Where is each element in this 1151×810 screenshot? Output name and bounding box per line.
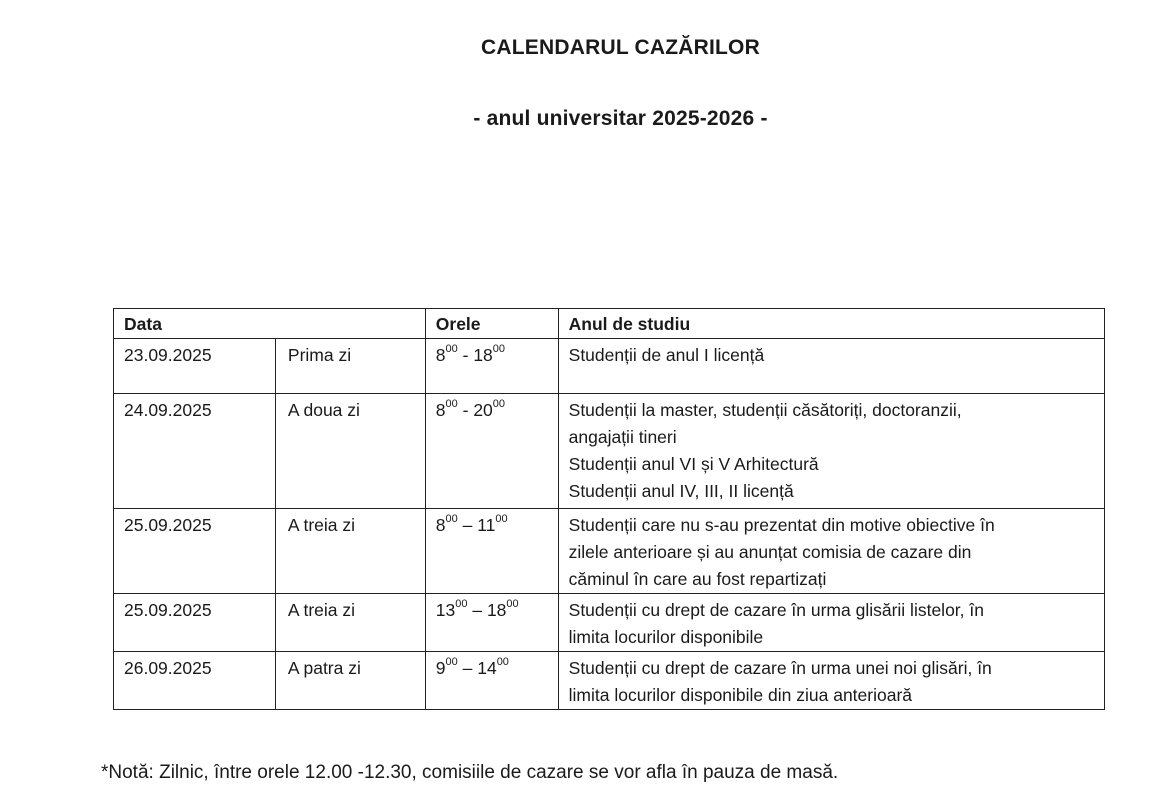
accommodation-schedule-table — [113, 308, 1105, 710]
hour-separator: – — [457, 515, 478, 535]
row-day: A treia zi — [275, 509, 425, 594]
row-date: 25.09.2025 — [114, 594, 276, 652]
hour-separator: - — [457, 345, 474, 365]
start-minute: 00 — [445, 343, 458, 356]
table-row — [114, 652, 1105, 710]
study-year-line: Studenții cu drept de cazare în urma glisării listelor, în — [568, 600, 984, 620]
end-hour: 14 — [477, 658, 497, 678]
start-hour: 8 — [435, 400, 446, 420]
start-hour: 13 — [435, 600, 456, 620]
end-hour: 20 — [473, 400, 493, 420]
row-day: Prima zi — [275, 339, 425, 394]
table-row — [114, 394, 1105, 509]
row-day: A treia zi — [275, 594, 425, 652]
row-day: A patra zi — [275, 652, 425, 710]
study-year-line: Studenții care nu s-au prezentat din motive obiective în — [568, 515, 995, 535]
row-day: A doua zi — [275, 394, 425, 509]
hour-separator: - — [457, 400, 474, 420]
study-year-line: limita locurilor disponibile — [568, 627, 764, 647]
hour-separator: – — [467, 600, 487, 620]
start-hour: 8 — [435, 345, 446, 365]
end-hour: 18 — [486, 600, 507, 620]
row-date: 25.09.2025 — [114, 509, 276, 594]
row-hours — [425, 509, 558, 594]
row-date: 26.09.2025 — [114, 652, 276, 710]
end-minute: 00 — [496, 656, 509, 669]
table-row — [114, 339, 1105, 394]
document-title: CALENDARUL CAZĂRILOR — [481, 36, 760, 59]
study-year-line: căminul în care au fost repartizați — [568, 569, 827, 589]
start-hour: 8 — [435, 515, 446, 535]
table-row — [114, 594, 1105, 652]
start-minute: 00 — [445, 513, 458, 526]
study-year-line: zilele anterioare și au anunțat comisia de cazare din — [568, 542, 972, 562]
row-study-year — [558, 339, 1104, 394]
table-row — [114, 509, 1105, 594]
end-minute: 00 — [495, 513, 508, 526]
header-date: Data — [114, 309, 426, 339]
hour-separator: – — [457, 658, 478, 678]
row-study-year — [558, 652, 1104, 710]
row-hours — [425, 339, 558, 394]
study-year-line: Studenții anul VI și V Arhitectură — [568, 454, 819, 474]
row-hours — [425, 594, 558, 652]
row-hours — [425, 652, 558, 710]
table-header-row — [114, 309, 1105, 339]
study-year-line: Studenții de anul I licență — [568, 345, 765, 365]
start-minute: 00 — [445, 398, 458, 411]
end-minute: 00 — [492, 343, 506, 356]
header-hours: Orele — [425, 309, 558, 339]
row-hours — [425, 394, 558, 509]
end-minute: 00 — [492, 398, 506, 411]
start-minute: 00 — [445, 656, 458, 669]
footnote: *Notă: Zilnic, între orele 12.00 -12.30, comisiile de cazare se vor afla în pauza de masă. — [101, 762, 839, 783]
end-hour: 18 — [473, 345, 493, 365]
study-year-line: limita locurilor disponibile din ziua anterioară — [568, 685, 913, 705]
start-hour: 9 — [435, 658, 446, 678]
row-study-year — [558, 594, 1104, 652]
row-study-year — [558, 394, 1104, 509]
document-subtitle: - anul universitar 2025-2026 - — [473, 107, 768, 130]
end-minute: 00 — [506, 598, 519, 611]
row-date: 24.09.2025 — [114, 394, 276, 509]
row-date: 23.09.2025 — [114, 339, 276, 394]
study-year-line: angajații tineri — [568, 427, 677, 447]
row-study-year — [558, 509, 1104, 594]
header-year: Anul de studiu — [558, 309, 1104, 339]
end-hour: 11 — [477, 515, 496, 535]
study-year-line: Studenții cu drept de cazare în urma unei noi glisări, în — [568, 658, 992, 678]
start-minute: 00 — [455, 598, 468, 611]
study-year-line: Studenții anul IV, III, II licență — [568, 481, 794, 501]
study-year-line: Studenții la master, studenții căsătoriți, doctoranzii, — [568, 400, 962, 420]
